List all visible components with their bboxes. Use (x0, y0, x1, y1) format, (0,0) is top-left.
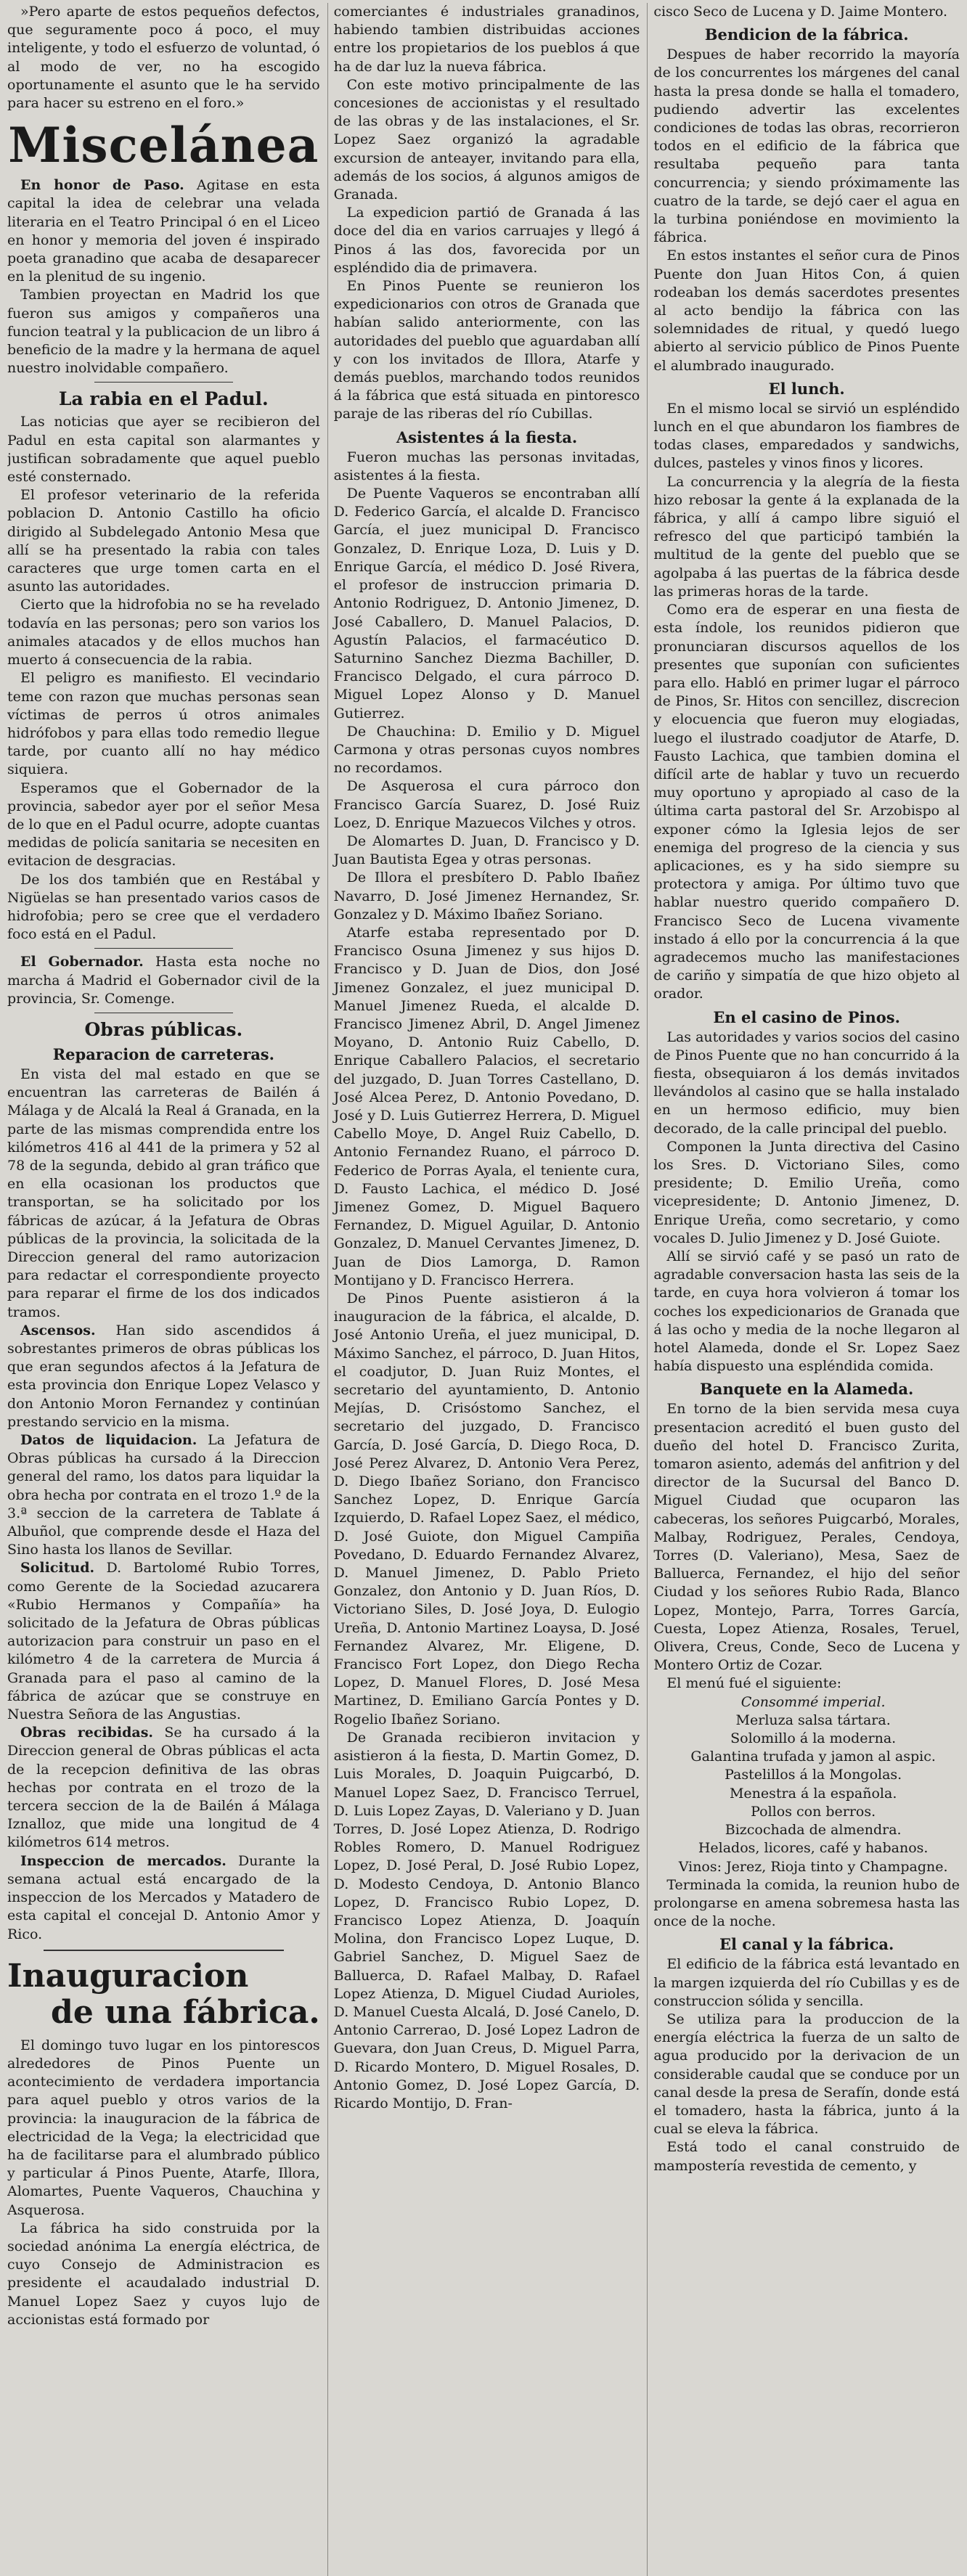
column-2 (327, 3, 640, 2576)
paragraph-ascensos: Han sido ascendidos á sobrestantes primeros de obras públicas los que eran segundos afectos á la Jefatura de esta provincia don Enrique Lopez Velasco y don Antonio Moron Fernandez y continúan prestando servicio en la misma. (7, 1322, 320, 1430)
paragraph-madrid: Tambien proyectan en Madrid los que fueron sus amigos y compañeros una funcion teatral y la publicacion de un libro á beneficio de la madre y la hermana de aquel nuestro inolvidable compañero. (7, 287, 320, 377)
lead-gobernador: El Gobernador. (20, 954, 144, 970)
lead-honor-paso: En honor de Paso. (20, 177, 184, 194)
divider (94, 382, 233, 383)
heading-casino: En el casino de Pinos. (713, 1007, 900, 1026)
menu-item: Vinos: Jerez, Rioja tinto y Champagne. (678, 1858, 948, 1875)
paragraph-illora: De Illora el presbítero D. Pablo Ibañez Navarro, D. José Jimenez Hernandez, Sr. Gonzalez y D. Máximo Ibañez Soriano. (333, 870, 640, 923)
lead-inspeccion: Inspeccion de mercados. (20, 1852, 227, 1869)
paragraph-casino-2: Componen la Junta directiva del Casino los Sres. D. Victoriano Siles, como presidente; D. Emilio Ureña, como vicepresidente; D. Antonio Jimenez, D. Enrique Ureña, como secretario, y como vocales D. Julio Jimenez y D. José Guiote. (653, 1138, 960, 1246)
paragraph-rabia-4: El peligro es manifiesto. El vecindario teme con razon que muchas personas sean víctimas de perros ú otros animales hidrófobos y para ellas todo remedio llegue tarde, por cuanto allí no hay médico siquiera. (7, 670, 320, 778)
paragraph-rabia-1: Las noticias que ayer se recibieron del Padul en esta capital son alarmantes y justifican sobradamente que aquel pueblo esté consternado. (7, 414, 320, 486)
menu-item: Solomillo á la moderna. (730, 1730, 897, 1747)
paragraph-chauchina: De Chauchina: D. Emilio y D. Miguel Carmona y otras personas cuyos nombres no recordamos. (333, 723, 640, 777)
paragraph-banquete-1: En torno de la bien servida mesa cuya presentacion acreditó el buen gusto del dueño del hotel D. Francisco Zurita, tomaron asiento, además del anfitrion y del director de la Sucursal del Banco D. Miguel Ciudad que ocuparon las cabeceras, los señores Puigcarbó, Morales, Malbay, Rodriguez, Perales, Cendoya, Torres (D. Valeriano), Mesa, Saez de Balluerca, Fernandez, el hijo del señor Ciudad y los señores Rubio Rada, Blanco Lopez, Montejo, Parra, Torres García, Cuesta, Lopez Atienza, Rosales, Teruel, Olivera, Creus, Conde, Seco de Lucena y Montero Ortiz de Cozar. (653, 1401, 960, 1674)
heading-de-una-fabrica: de una fábrica. (51, 1993, 320, 2031)
paragraph-rabia-3: Cierto que la hidrofobia no se ha revelado todavía en las personas; pero son varios los animales atacados y de ellos muchos han muerto á consecuencia de la rabia. (7, 597, 320, 668)
heading-rabia: La rabia en el Padul. (58, 388, 269, 410)
paragraph-solicitud: D. Bartolomé Rubio Torres, como Gerente de la Sociedad azucarera «Rubio Hermanos y Compañía» ha solicitado de la Jefatura de Obras públicas autorizacion para construir un paso en el kilómetro 4 de la carretera de Murcia á Granada para el paso al camino de la fábrica de azúcar que se construye en Nuestra Señora de las Angustias. (7, 1560, 320, 1723)
menu-item: Consommé imperial. (740, 1693, 886, 1710)
paragraph-inauguracion-2: La fábrica ha sido construida por la sociedad anónima La energía eléctrica, de cuyo Consejo de Administracion es presidente el acaudalado industrial D. Manuel Lopez Saez y cuyos lujo de accionistas está formado por (7, 2220, 320, 2328)
heading-asistentes: Asistentes á la fiesta. (396, 428, 578, 446)
paragraph-asistentes-1: Fueron muchas las personas invitadas, asistentes á la fiesta. (333, 449, 640, 483)
paragraph-atarfe: Atarfe estaba representado por D. Francisco Osuna Jimenez y sus hijos D. Francisco y D. Juan de Dios, don José Jimenez Gonzalez, el juez municipal D. Manuel Jimenez Rueda, el alcalde D. Francisco Jimenez Abril, D. Angel Jimenez Moyano, D. Antonio Ruiz Cabello, D. Enrique Caballero Palacios, el secretario del juzgado, D. Juan Torres Castellano, D. José Alcea Perez, D. Antonio Povedano, D. José y D. Luis Gutierrez Herrera, D. Miguel Cabello Moye, D. Angel Ruiz Cabello, D. Antonio Fernandez Ruano, el párroco D. Federico de Porras Ayala, el teniente cura, D. Fausto Lachica, el médico D. José Jimenez Gomez, D. Miguel Baquero Fernandez, D. Miguel Aguilar, D. Antonio Gonzalez, D. Manuel Cervantes Jimenez, D. Juan de Dios Lamorga, D. Ramon Montijano y D. Francisco Herrera. (333, 924, 640, 1288)
heading-lunch: El lunch. (768, 379, 845, 398)
paragraph-lunch-3: Como era de esperar en una fiesta de esta índole, los reunidos pidieron que pronunciaran discursos aquellos de los presentes que suponían con suficientes para ello. Habló en primer lugar el párroco de Pinos, Sr. Hitos con sencillez, discrecion y elocuencia que fueron muy elogiadas, luego el ilustrado coadjutor de Atarfe, D. Fausto Lachica, que tambien domina el difícil arte de hablar y tuvo un recuerdo muy oportuno y apropiado al caso de la última carta pastoral del Sr. Arzobispo al exponer cómo la Iglesia lejos de ser enemiga del progreso de la ciencia y sus aplicaciones, es y ha sido siempre su protectora y amiga. Por último tuvo que hablar nuestro querido compañero D. Francisco Seco de Lucena vivamente instado á ello por la concurrencia á la que agradecemos mucho las manifestaciones de cariño y simpatía de que hizo objeto al orador. (653, 602, 960, 1002)
paragraph-rabia-2: El profesor veterinario de la referida poblacion D. Antonio Castillo ha oficio dirigido al Subdelegado Antonio Mesa que allí se ha presentado la rabia con tales caracteres que urge tomen carta en el asunto las autoridades. (7, 487, 320, 595)
heading-obras-publicas: Obras públicas. (84, 1018, 243, 1040)
paragraph-granada: De Granada recibieron invitacion y asistieron á la fiesta, D. Martin Gomez, D. Luis Morales, D. Joaquin Puigcarbó, D. Manuel Lopez Saez, D. Francisco Terruel, D. Luis Lopez Zayas, D. Valeriano y D. Juan Torres, D. José Lopez Atienza, D. Rodrigo Robles Romero, D. Manuel Rodriguez Lopez, D. José Peral, D. José Rubio Lopez, D. Modesto Cendoya, D. Antonio Blanco Lopez, D. Francisco Rubio Lopez, D. Francisco Lopez Atienza, D. Joaquín Molina, don Francisco Lopez Luque, D. Gabriel Sanchez, D. Miguel Saez de Balluerca, D. Rafael Malbay, D. Rafael Lopez Atienza, D. Miguel Ciudad Aurioles, D. Manuel Cuesta Alcalá, D. José Canelo, D. Antonio Carrerao, D. José Lopez Ladron de Guevara, don Juan Creus, D. Miguel Parra, D. Ricardo Montero, D. Miguel Rosales, D. Antonio Gomez, D. José Lopez García, D. Ricardo Montijo, D. Fran- (333, 1729, 640, 2111)
paragraph-bendicion-2: En estos instantes el señor cura de Pinos Puente don Juan Hitos Con, á quien rodeaban los demás sacerdotes presentes al acto bendijo la fábrica con las solemnidades de ritual, y quedó luego abierto al servicio público de Pinos Puente el alumbrado inaugurado. (653, 248, 960, 374)
paragraph-rabia-6: De los dos también que en Restábal y Nigüelas se han presentado varios casos de hidrofobia; pero se cree que el verdadero foco está en el Padul. (7, 871, 320, 943)
menu-item: Menestra á la española. (729, 1785, 897, 1802)
paragraph-casino-1: Las autoridades y varios socios del casino de Pinos Puente que no han concurrido á la fiesta, obsequiaron á los demás invitados llevándolos al casino que se halla instalado en un hermoso edificio, muy bien decorado, de la calle principal del pueblo. (653, 1029, 960, 1137)
paragraph-obras-recibidas: Se ha cursado á la Direccion general de Obras públicas el acta de la recepcion definitiva de las obras hechas por contrata en el trozo de la tercera seccion de la de Bailén á Málaga Iznalloz, que mide una longitud de 4 kilómetros 614 metros. (7, 1725, 320, 1851)
paragraph-continued: cisco Seco de Lucena y D. Jaime Montero. (653, 4, 948, 20)
paragraph-casino-3: Allí se sirvió café y se pasó un rato de agradable conversacion hasta las seis de la tarde, en cuya hora volvieron á tomar los coches los expedicionarios de Granada que á las ocho y media de la noche llegaron al hotel Alameda, donde el Sr. Lopez Saez había dispuesto una espléndida comida. (653, 1248, 960, 1375)
intro-paragraph: »Pero aparte de estos pequeños defectos, que seguramente poco á poco, el muy inteligente, y todo el esfuerzo de voluntad, ó al modo de ver, no ha escogido oportunamente el asunto que le ha servido para hacer su estreno en el foro.» (7, 4, 320, 112)
section-title-miscelanea: Miscelánea (8, 117, 319, 174)
paragraph-datos: La Jefatura de Obras públicas ha cursado á la Direccion general del ramo, los datos para liquidar la obra hecha por contrata en el trozo 1.º de la 3.ª seccion de la carretera de Tablate á Albuñol, que comprende desde el Haza del Sino hasta los llanos de Sevillar. (7, 1432, 320, 1558)
paragraph-canal-2: Se utiliza para la produccion de la energía eléctrica la fuerza de un salto de agua producido por la derivacion de un considerable caudal que se conduce por un canal desde la presa de Serafín, donde está el tomadero, hasta la fábrica, junto á la cual se eleva la fábrica. (653, 2011, 960, 2138)
lead-solicitud: Solicitud. (20, 1560, 95, 1577)
paragraph-expedicion: La expedicion partió de Granada á las doce del dia en varios carruajes y llegó á Pinos á las dos, favorecida por un espléndido dia de primavera. (333, 205, 640, 276)
menu-item: Pastelillos á la Mongolas. (725, 1767, 902, 1783)
paragraph-continued: comerciantes é industriales granadinos, habiendo tambien distribuidas acciones entre los propietarios de los pueblos á que ha de dar luz la nueva fábrica. (333, 4, 640, 75)
paragraph-lunch-2: La concurrencia y la alegría de la fiesta hizo rebosar la gente á la explanada de la fábrica, y allí á campo libre siguió el refresco del que participó también la multitud de la gente del pueblo que se agolpaba á las puertas de la fábrica desde las primeras horas de la tarde. (653, 473, 960, 600)
column-3 (647, 3, 960, 2576)
paragraph-excursion: Con este motivo principalmente de las concesiones de accionistas y el resultado de las obras y de las instalaciones, el Sr. Lopez Saez organizó la agradable excursion de anteayer, invitando para ella, además de los socios, á algunos amigos de Granada. (333, 76, 640, 203)
divider (94, 948, 233, 949)
paragraph-reparacion: En vista del mal estado en que se encuentran las carreteras de Bailén á Málaga y de Alcalá la Real á Granada, en la parte de las mismas comprendida entre los kilómetros 416 al 441 de la primera y 52 al 78 de la segunda, debido al gran tráfico que en ella ocasionan los productos que transportan, se ha solicitado por los fábricas de azúcar, á la Jefatura de Obras públicas de la provincia, la solicitada de la Direccion general del ramo autorizacion para redactar el correspondiente proyecto para reparar el firme de los dos indicados tramos. (7, 1066, 320, 1320)
heading-banquete: Banquete en la Alameda. (700, 1380, 914, 1399)
paragraph-lunch-1: En el mismo local se sirvió un espléndido lunch en el que abundaron los fiambres de todas clases, emparedados y sandwichs, dulces, pasteles y vinos finos y licores. (653, 400, 960, 472)
subheading-reparacion: Reparacion de carreteras. (52, 1044, 274, 1063)
paragraph-canal-1: El edificio de la fábrica está levantado en la margen izquierda del río Cubillas y es de construccion sólida y sencilla. (653, 1956, 960, 2009)
paragraph-canal-3: Está todo el canal construido de mampostería revestida de cemento, y (653, 2139, 960, 2174)
menu-item: Galantina trufada y jamon al aspic. (690, 1749, 936, 1765)
paragraph-pinos: De Pinos Puente asistieron á la inauguracion de la fábrica, el alcalde, D. José Antonio Ureña, el juez municipal, D. Máximo Sanchez, el párroco, D. Juan Hitos, el coadjutor, D. Juan Ruiz Montes, el secretario del ayuntamiento, D. Antonio Mejías, D. Crisóstomo Sanchez, el secretario del juzgado, D. Francisco García, D. José García, D. Diego Roca, D. José Perez Alvarez, D. Antonio Vera Perez, D. Diego Ibañez Soriano, don Francisco Sanchez Lopez, D. Enrique García Izquierdo, D. Rafael Lopez Saez, el médico, D. José Guiote, don Miguel Campiña Povedano, D. Eduardo Fernandez Alvarez, D. Manuel Jimenez, D. Pablo Prieto Gonzalez, don Antonio y D. Juan Ríos, D. Victoriano Siles, D. José Joya, D. Eulogio Ureña, D. Antonio Martinez Loaysa, D. José Fernandez Alvarez, Mr. Eligene, D. Francisco Fort Lopez, don Diego Recha Lopez, D. Manuel Flores, D. José Mesa Martinez, D. Emiliano García Pontes y D. Rogelio Ibañez Soriano. (333, 1291, 640, 1727)
paragraph-gobernador: Hasta esta noche no marcha á Madrid el Gobernador civil de la provincia, Sr. Comenge. (7, 954, 320, 1007)
paragraph-inauguracion-1: El domingo tuvo lugar en los pintorescos alrededores de Pinos Puente un acontecimiento de verdadera importancia para aquel pueblo y otros varios de la provincia: la inauguracion de la fábrica de electricidad de la Vega; la electricidad que ha de facilitarse para el alumbrado público y particular á Pinos Puente, Atarfe, Illora, Alomartes, Puente Vaqueros, Chauchina y Asquerosa. (7, 2037, 320, 2218)
paragraph-inspeccion: Durante la semana actual está encargado de la inspeccion de los Mercados y Matadero de esta capital el concejal D. Antonio Amor y Rico. (7, 1852, 320, 1942)
paragraph-rabia-5: Esperamos que el Gobernador de la provincia, sabedor ayer por el señor Mesa de lo que en el Padul ocurre, adopte cuantas medidas de policía sanitaria se necesiten en evitacion de desgracias. (7, 780, 320, 870)
paragraph-menu-intro: El menú fué el siguiente: (666, 1675, 842, 1692)
divider (44, 1950, 284, 1951)
lead-obras-recibidas: Obras recibidas. (20, 1725, 154, 1741)
paragraph-alomartes: De Alomartes D. Juan, D. Francisco y D. Juan Bautista Egea y otras personas. (333, 833, 640, 868)
column-1 (7, 3, 320, 2576)
paragraph-honor-paso: Agitase en esta capital la idea de celebrar una velada literaria en el Teatro Principal ó en el Liceo en honor y memoria del joven é inspirado poeta granadino que acaba de desaparecer en la plenitud de su ingenio. (7, 177, 320, 285)
paragraph-asquerosa: De Asquerosa el cura párroco don Francisco García Suarez, D. José Ruiz Loez, D. Enrique Mazuecos Vilches y otros. (333, 778, 640, 831)
heading-inauguracion: Inauguracion (7, 1957, 249, 1995)
lead-datos: Datos de liquidacion. (20, 1432, 197, 1449)
menu-item: Bizcochada de almendra. (725, 1822, 902, 1839)
paragraph-puente-vaqueros: De Puente Vaqueros se encontraban allí D. Federico García, el alcalde D. Francisco García, el juez municipal D. Francisco Gonzalez, D. Enrique Loza, D. Luis y D. Enrique García, el médico D. José Rivera, el profesor de instruccion primaria D. Antonio Rodriguez, D. Antonio Jimenez, D. José Caballero, D. Manuel Palacios, D. Agustín Palacios, el farmacéutico D. Saturnino Sanchez Diezma Bachiller, D. Francisco Delgado, el cura párroco D. Miguel Lopez Alonso y D. Manuel Gutierrez. (333, 486, 640, 721)
paragraph-bendicion-1: Despues de haber recorrido la mayoría de los concurrentes los márgenes del canal hasta la presa donde se halla el tomadero, pudiendo advertir las excelentes condiciones de todas las obras, recorrieron todos en el edificio de la fábrica que resultaba pequeño para tanta concurrencia; y siendo próximamente las cuatro de la tarde, se dejó caer el agua en la turbina poniéndose en movimiento la fábrica. (653, 46, 960, 246)
menu-item: Helados, licores, café y habanos. (698, 1840, 929, 1857)
paragraph-pinos-puente: En Pinos Puente se reunieron los expedicionarios con otros de Granada que habían salido anteriormente, con las autoridades del pueblo que aguardaban allí y con los invitados de Illora, Atarfe y demás pueblos, marchando todos reunidos á la fábrica que está situada en pintoresco paraje de las riberas del río Cubillas. (333, 278, 640, 422)
heading-canal: El canal y la fábrica. (719, 1935, 894, 1954)
paragraph-sobremesa: Terminada la comida, la reunion hubo de prolongarse en amena sobremesa hasta las once de la noche. (653, 1876, 960, 1930)
menu-item: Merluza salsa tártara. (735, 1712, 891, 1728)
heading-bendicion: Bendicion de la fábrica. (704, 25, 909, 44)
menu-item: Pollos con berros. (751, 1803, 876, 1820)
lead-ascensos: Ascensos. (20, 1322, 96, 1338)
